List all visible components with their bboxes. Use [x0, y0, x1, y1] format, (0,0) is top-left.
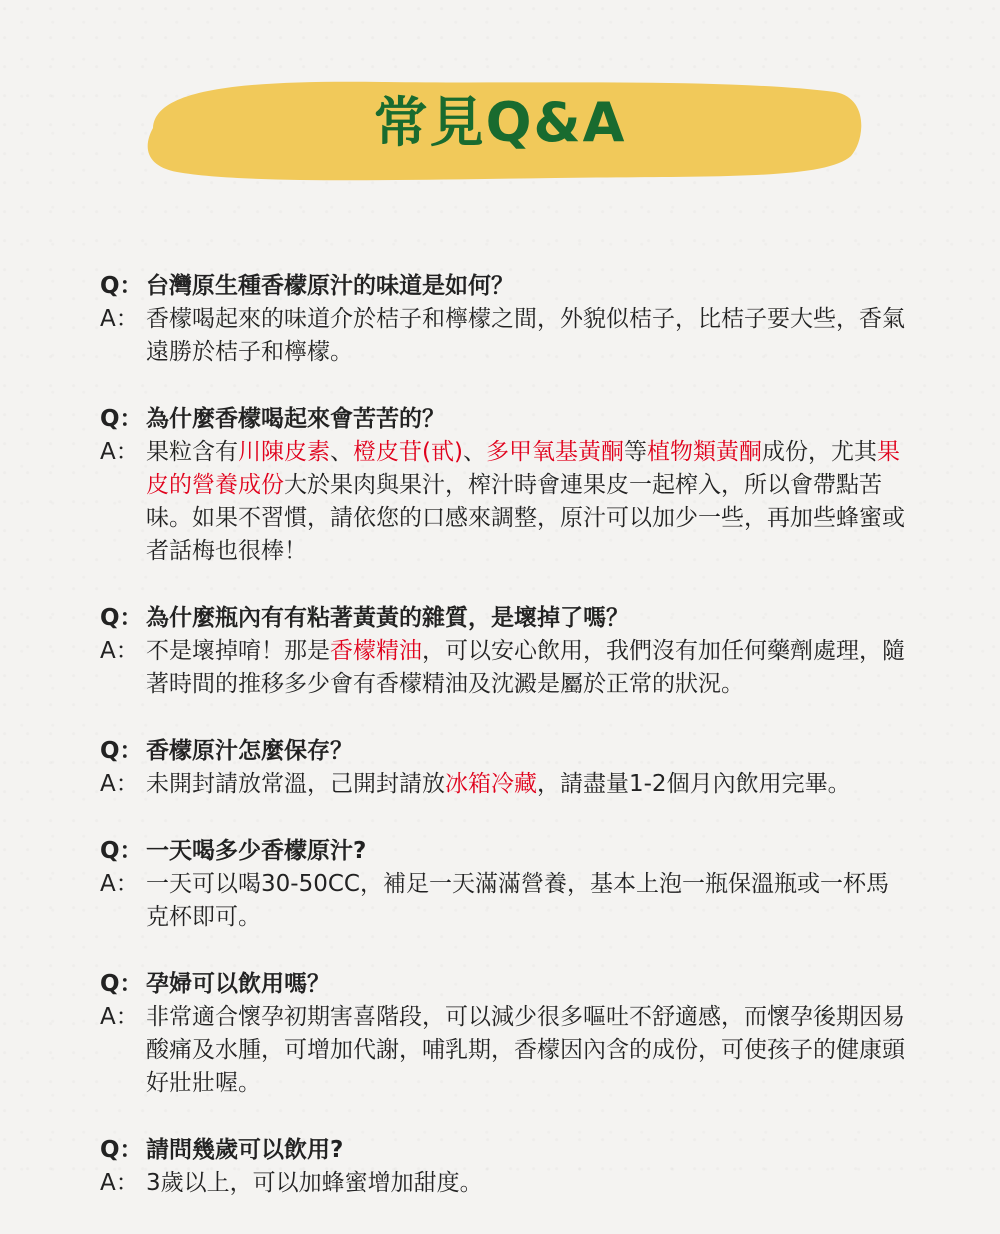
highlighted-term: 冰箱冷藏	[445, 771, 537, 797]
faq-item	[100, 270, 905, 369]
answer-text	[146, 868, 905, 934]
question-label: Q：	[100, 738, 143, 764]
answer-segment: 香檬喝起來的味道介於桔子和檸檬之間，外貌似桔子，比桔子要大些，香氣遠勝於桔子和檸檬。	[146, 306, 905, 365]
question-row	[100, 403, 905, 436]
faq-item	[100, 735, 905, 801]
answer-label: A：	[100, 771, 139, 797]
answer-label: A：	[100, 439, 139, 465]
faq-item	[100, 1134, 905, 1200]
answer-label: A：	[100, 306, 139, 332]
answer-segment: 等	[623, 439, 647, 465]
answer-segment: 一天可以喝30-50CC，補足一天滿滿營養，基本上泡一瓶保溫瓶或一杯馬克杯即可。	[146, 871, 889, 930]
answer-row	[100, 1167, 905, 1200]
question-text: 台灣原生種香檬原汁的味道是如何？	[146, 273, 514, 299]
question-label: Q：	[100, 1137, 143, 1163]
faq-list	[100, 270, 905, 1234]
question-text: 香檬原汁怎麼保存？	[146, 738, 353, 764]
question-label: Q：	[100, 406, 143, 432]
question-text: 一天喝多少香檬原汁?	[146, 838, 367, 864]
answer-segment: 非常適合懷孕初期害喜階段，可以減少很多嘔吐不舒適感，而懷孕後期因易酸痛及水腫，可增加代謝，哺乳期，香檬因內含的成份，可使孩子的健康頭好壯壯喔。	[146, 1004, 905, 1096]
question-row	[100, 270, 905, 303]
question-text: 為什麼香檬喝起來會苦苦的？	[146, 406, 445, 432]
answer-row	[100, 436, 905, 568]
answer-label: A：	[100, 638, 139, 664]
answer-row	[100, 303, 905, 369]
question-label: Q：	[100, 605, 143, 631]
faq-item	[100, 403, 905, 568]
title-banner	[135, 68, 865, 190]
highlighted-term: 果皮的營養成份	[146, 439, 900, 498]
question-row	[100, 602, 905, 635]
question-text: 為什麼瓶內有有粘著黃黃的雜質，是壞掉了嗎？	[146, 605, 629, 631]
answer-segment: ，請盡量1-2個月內飲用完畢。	[537, 771, 851, 797]
answer-row	[100, 1001, 905, 1100]
highlighted-term: 橙皮苷(甙)	[353, 439, 463, 465]
question-row	[100, 835, 905, 868]
question-text: 孕婦可以飲用嗎？	[146, 971, 330, 997]
faq-item	[100, 968, 905, 1100]
answer-segment: 不是壞掉唷！那是	[146, 638, 330, 664]
answer-label: A：	[100, 871, 139, 897]
answer-text	[146, 436, 905, 568]
question-row	[100, 735, 905, 768]
highlighted-term: 多甲氧基黃酮	[485, 439, 624, 465]
highlighted-term: 植物類黃酮	[646, 439, 762, 465]
answer-label: A：	[100, 1170, 139, 1196]
question-label: Q：	[100, 838, 143, 864]
answer-segment: 果粒含有	[146, 439, 238, 465]
answer-text	[146, 768, 905, 801]
highlighted-term: 川陳皮素	[238, 439, 330, 465]
answer-text	[146, 1167, 905, 1200]
faq-item	[100, 835, 905, 934]
answer-segment: 大於果肉與果汁，榨汁時會連果皮一起榨入，所以會帶點苦味。如果不習慣，請依您的口感來調整，原汁可以加少一些，再加些蜂蜜或者話梅也很棒！	[146, 472, 905, 564]
answer-segment: 、	[462, 439, 486, 465]
answer-row	[100, 635, 905, 701]
answer-segment: 未開封請放常溫，己開封請放	[146, 771, 445, 797]
page-title: 常見Q&A	[373, 91, 627, 154]
question-label: Q：	[100, 273, 143, 299]
answer-segment: ，可以安心飲用，我們沒有加任何藥劑處理，隨著時間的推移多少會有香檬精油及沈澱是屬於正常的狀況。	[146, 638, 905, 697]
answer-text	[146, 635, 905, 701]
highlighted-term: 香檬精油	[330, 638, 422, 664]
question-row	[100, 968, 905, 1001]
answer-text	[146, 1001, 905, 1100]
question-text: 請問幾歲可以飲用?	[146, 1137, 344, 1163]
question-row	[100, 1134, 905, 1167]
answer-label: A：	[100, 1004, 139, 1030]
answer-segment: 3歲以上，可以加蜂蜜增加甜度。	[146, 1170, 483, 1196]
answer-segment: 成份，尤其	[761, 439, 877, 465]
answer-segment: 、	[330, 439, 353, 465]
faq-item	[100, 602, 905, 701]
answer-row	[100, 868, 905, 934]
answer-text	[146, 303, 905, 369]
answer-row	[100, 768, 905, 801]
question-label: Q：	[100, 971, 143, 997]
